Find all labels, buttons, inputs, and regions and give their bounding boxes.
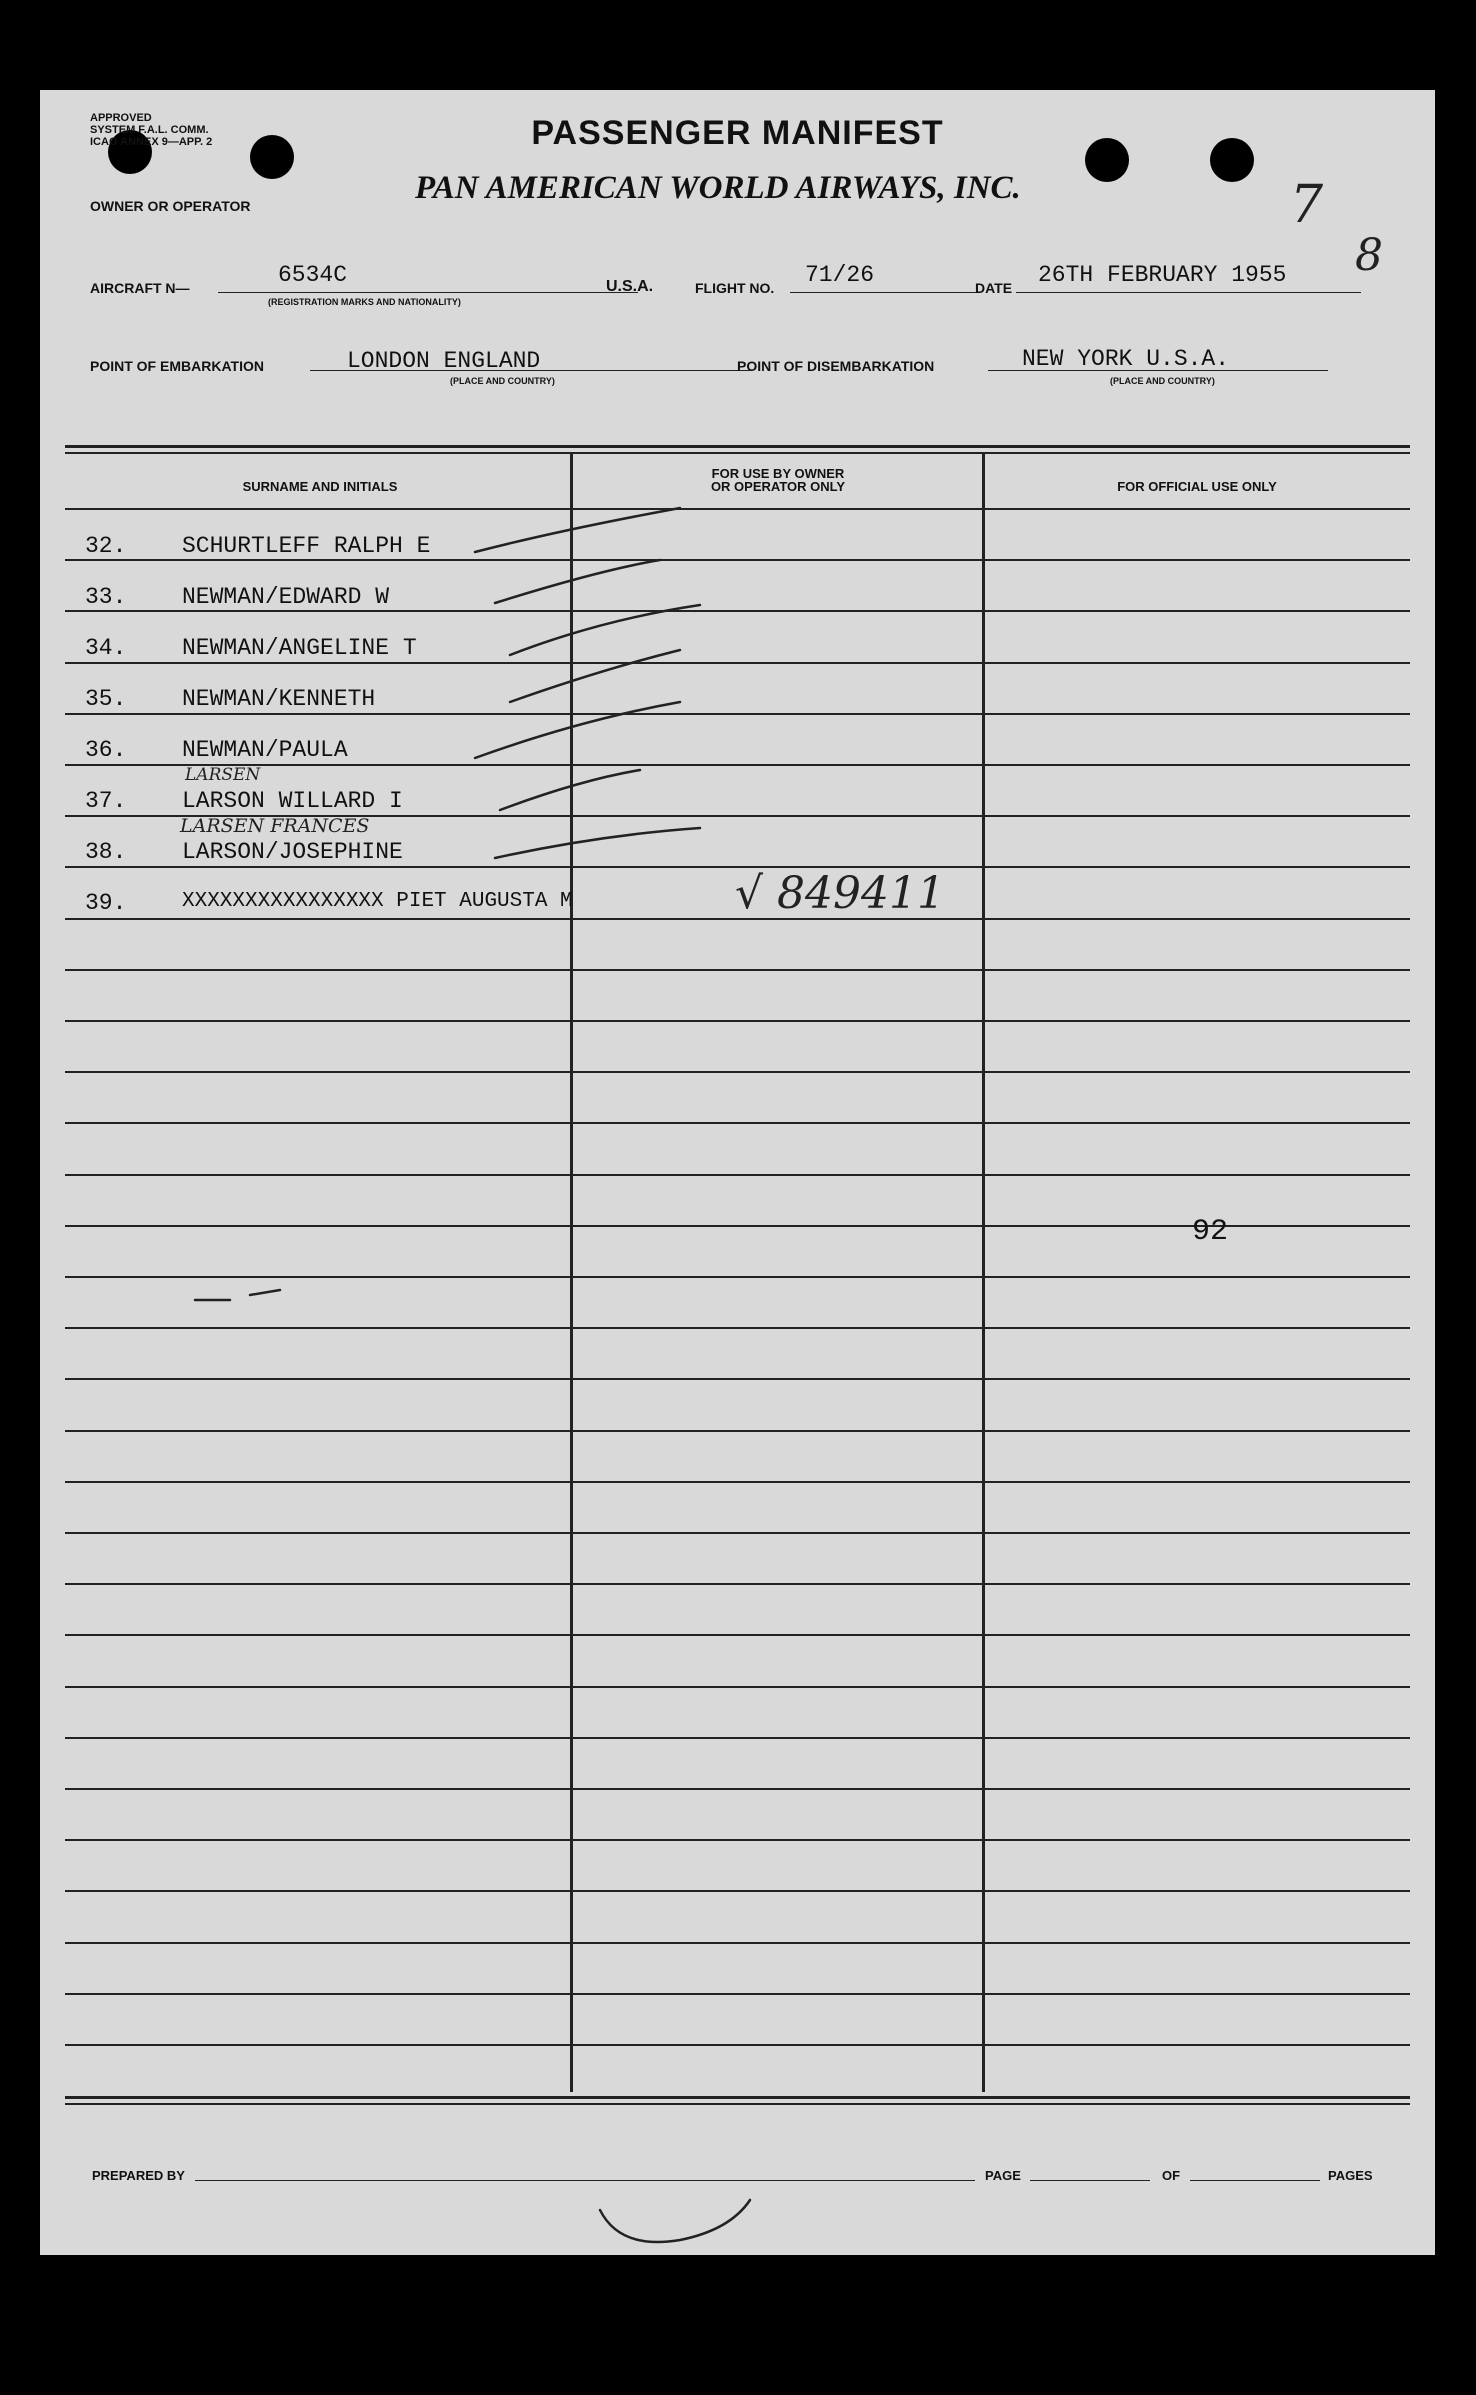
date-label: DATE <box>975 280 1013 296</box>
disembark-label: POINT OF DISEMBARKATION <box>737 358 935 374</box>
check-stroke <box>510 650 680 702</box>
manifest-sheet <box>40 90 1435 2255</box>
page-title: PASSENGER MANIFEST <box>531 114 944 152</box>
check-stroke <box>475 702 680 758</box>
passenger-name: LARSON WILLARD I <box>182 788 403 814</box>
passenger-number: 36. <box>85 737 127 763</box>
handwritten-strokes <box>40 90 1435 2255</box>
passenger-number: 32. <box>85 533 127 559</box>
pages-label: PAGES <box>1328 2168 1373 2183</box>
embark-sub: (PLACE AND COUNTRY) <box>450 376 555 386</box>
passenger-name: NEWMAN/PAULA <box>182 737 348 763</box>
nationality: U.S.A. <box>606 278 654 295</box>
airline-name: PAN AMERICAN WORLD AIRWAYS, INC. <box>415 170 1021 206</box>
passenger-name: NEWMAN/ANGELINE T <box>182 635 417 661</box>
handwritten-correction: LARSEN FRANCES <box>180 815 370 837</box>
owner-note: √ 849411 <box>735 868 945 919</box>
passenger-name: XXXXXXXXXXXXXXXX PIET AUGUSTA M <box>182 890 573 913</box>
passenger-number: 34. <box>85 635 127 661</box>
passenger-number: 33. <box>85 584 127 610</box>
passenger-number: 37. <box>85 788 127 814</box>
passenger-name: LARSON/JOSEPHINE <box>182 839 403 865</box>
stray-mark: 92 <box>1192 1215 1229 1249</box>
prepared-by-label: PREPARED BY <box>92 2168 185 2183</box>
stray-stroke <box>195 1290 280 1300</box>
aircraft-registration: 6534C <box>278 262 348 288</box>
column-header-owner: FOR USE BY OWNER OR OPERATOR ONLY <box>710 466 846 494</box>
page-mark: 7 <box>1290 175 1324 235</box>
embark-label: POINT OF EMBARKATION <box>90 358 264 374</box>
aircraft-sublabel: (REGISTRATION MARKS AND NATIONALITY) <box>268 297 461 307</box>
embark-value: LONDON ENGLAND <box>347 348 541 374</box>
check-stroke <box>510 605 700 655</box>
handwritten-correction: LARSEN <box>185 765 261 785</box>
passenger-number: 38. <box>85 839 127 865</box>
flight-label: FLIGHT NO. <box>695 280 775 296</box>
check-stroke <box>495 828 700 858</box>
passenger-name: NEWMAN/EDWARD W <box>182 584 390 610</box>
disembark-value: NEW YORK U.S.A. <box>1022 346 1230 372</box>
page-mark-2: 8 <box>1355 230 1383 281</box>
passenger-name: SCHURTLEFF RALPH E <box>182 533 431 559</box>
of-label: OF <box>1162 2168 1181 2183</box>
check-stroke <box>495 560 660 603</box>
signature-stroke <box>600 2200 750 2242</box>
passenger-number: 35. <box>85 686 127 712</box>
check-stroke <box>500 770 640 810</box>
disembark-sub: (PLACE AND COUNTRY) <box>1110 376 1215 386</box>
flight-number: 71/26 <box>805 262 875 288</box>
approval-stamp: APPROVED SYSTEM F.A.L. COMM. ICAO ANNEX 9—APP. 2 <box>90 112 213 148</box>
aircraft-label: AIRCRAFT N— <box>90 280 190 296</box>
column-header-surname: SURNAME AND INITIALS <box>242 479 398 494</box>
passenger-name: NEWMAN/KENNETH <box>182 686 376 712</box>
check-stroke <box>475 508 680 552</box>
page-label: PAGE <box>985 2168 1021 2183</box>
flight-date: 26TH FEBRUARY 1955 <box>1038 262 1287 288</box>
owner-label: OWNER OR OPERATOR <box>90 198 251 214</box>
passenger-number: 39. <box>85 890 127 916</box>
column-header-official: FOR OFFICIAL USE ONLY <box>1117 479 1277 494</box>
